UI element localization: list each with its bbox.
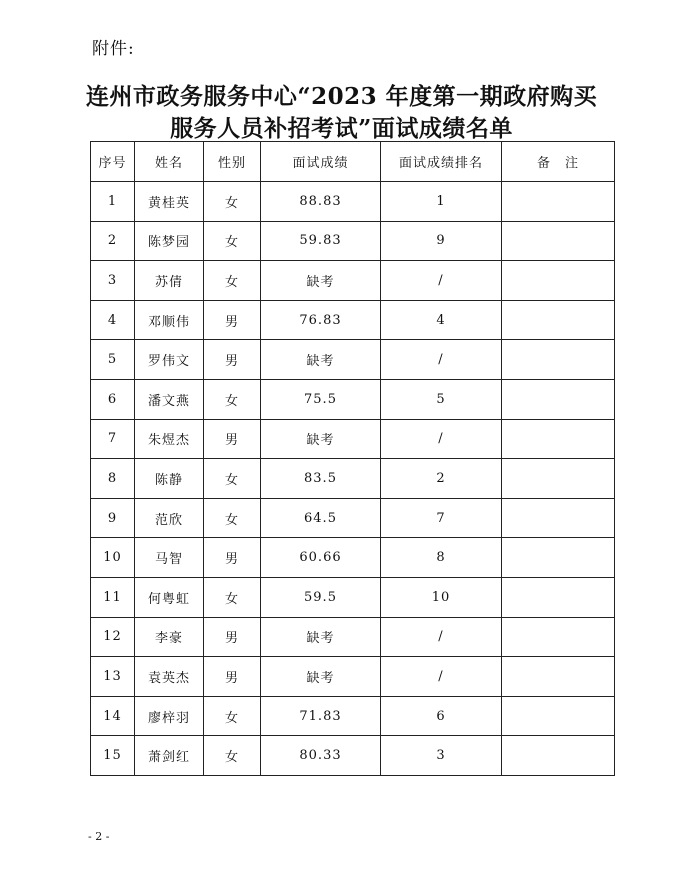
table-row [91,538,615,578]
table-row [91,379,615,419]
table-row [91,498,615,538]
document-title-line2: 服务人员补招考试”面试成绩名单 [170,115,513,142]
cell-rank: 10 [381,577,502,617]
results-table [90,141,615,776]
cell-name: 苏倩 [135,261,204,301]
cell-rank: 9 [381,221,502,261]
header-name: 姓名 [135,142,204,182]
cell-no: 7 [91,419,135,459]
cell-gender: 女 [204,736,261,776]
cell-no: 1 [91,182,135,222]
cell-note [502,340,615,380]
cell-name: 潘文燕 [135,379,204,419]
attachment-label: 附件: [92,39,135,59]
cell-score: 缺考 [261,657,381,697]
cell-score: 75.5 [261,379,381,419]
cell-score: 64.5 [261,498,381,538]
cell-score: 缺考 [261,340,381,380]
cell-score: 缺考 [261,617,381,657]
cell-no: 9 [91,498,135,538]
cell-note [502,182,615,222]
cell-no: 12 [91,617,135,657]
cell-name: 陈梦园 [135,221,204,261]
cell-gender: 女 [204,577,261,617]
cell-note [502,261,615,301]
cell-gender: 女 [204,696,261,736]
cell-rank: / [381,617,502,657]
table-header-row [91,142,615,182]
cell-gender: 女 [204,459,261,499]
cell-score: 59.5 [261,577,381,617]
cell-no: 11 [91,577,135,617]
cell-rank: 7 [381,498,502,538]
table-row [91,419,615,459]
cell-name: 廖梓羽 [135,696,204,736]
cell-no: 4 [91,300,135,340]
cell-score: 缺考 [261,419,381,459]
cell-gender: 女 [204,182,261,222]
cell-no: 14 [91,696,135,736]
cell-note [502,657,615,697]
cell-note [502,617,615,657]
table-row [91,459,615,499]
cell-rank: 1 [381,182,502,222]
cell-score: 76.83 [261,300,381,340]
table-row [91,261,615,301]
cell-note [502,459,615,499]
cell-name: 罗伟文 [135,340,204,380]
cell-name: 萧剑红 [135,736,204,776]
cell-note [502,498,615,538]
header-no: 序号 [91,142,135,182]
cell-name: 朱煜杰 [135,419,204,459]
cell-name: 袁英杰 [135,657,204,697]
cell-gender: 男 [204,657,261,697]
header-note: 备 注 [502,142,615,182]
cell-score: 80.33 [261,736,381,776]
header-score: 面试成绩 [261,142,381,182]
cell-no: 5 [91,340,135,380]
cell-name: 范欣 [135,498,204,538]
cell-gender: 男 [204,538,261,578]
cell-score: 88.83 [261,182,381,222]
cell-note [502,221,615,261]
cell-gender: 男 [204,340,261,380]
cell-rank: / [381,419,502,459]
table-row [91,340,615,380]
page-number: - 2 - [88,830,110,843]
cell-note [502,538,615,578]
cell-rank: / [381,340,502,380]
cell-gender: 女 [204,261,261,301]
cell-no: 6 [91,379,135,419]
table-row [91,221,615,261]
cell-no: 3 [91,261,135,301]
cell-no: 10 [91,538,135,578]
table-row [91,696,615,736]
cell-rank: 6 [381,696,502,736]
cell-note [502,696,615,736]
cell-rank: 2 [381,459,502,499]
cell-note [502,577,615,617]
header-gender: 性别 [204,142,261,182]
cell-name: 陈静 [135,459,204,499]
document-title-line1: 连州市政务服务中心“2023 年度第一期政府购买 [85,83,598,110]
cell-note [502,300,615,340]
cell-no: 15 [91,736,135,776]
cell-no: 13 [91,657,135,697]
header-rank: 面试成绩排名 [381,142,502,182]
cell-rank: 8 [381,538,502,578]
cell-score: 缺考 [261,261,381,301]
cell-rank: 3 [381,736,502,776]
table-row [91,300,615,340]
cell-score: 71.83 [261,696,381,736]
cell-gender: 男 [204,617,261,657]
cell-gender: 男 [204,419,261,459]
cell-note [502,736,615,776]
cell-name: 邓顺伟 [135,300,204,340]
cell-rank: 4 [381,300,502,340]
cell-note [502,379,615,419]
cell-name: 黄桂英 [135,182,204,222]
cell-no: 8 [91,459,135,499]
table-row [91,182,615,222]
cell-name: 李豪 [135,617,204,657]
table-row [91,617,615,657]
cell-name: 马智 [135,538,204,578]
cell-rank: / [381,261,502,301]
cell-name: 何粤虹 [135,577,204,617]
cell-score: 59.83 [261,221,381,261]
cell-score: 83.5 [261,459,381,499]
table-row [91,736,615,776]
cell-gender: 男 [204,300,261,340]
cell-gender: 女 [204,379,261,419]
cell-gender: 女 [204,498,261,538]
table-row [91,577,615,617]
cell-no: 2 [91,221,135,261]
cell-gender: 女 [204,221,261,261]
table-row [91,657,615,697]
cell-score: 60.66 [261,538,381,578]
cell-rank: 5 [381,379,502,419]
cell-note [502,419,615,459]
cell-rank: / [381,657,502,697]
